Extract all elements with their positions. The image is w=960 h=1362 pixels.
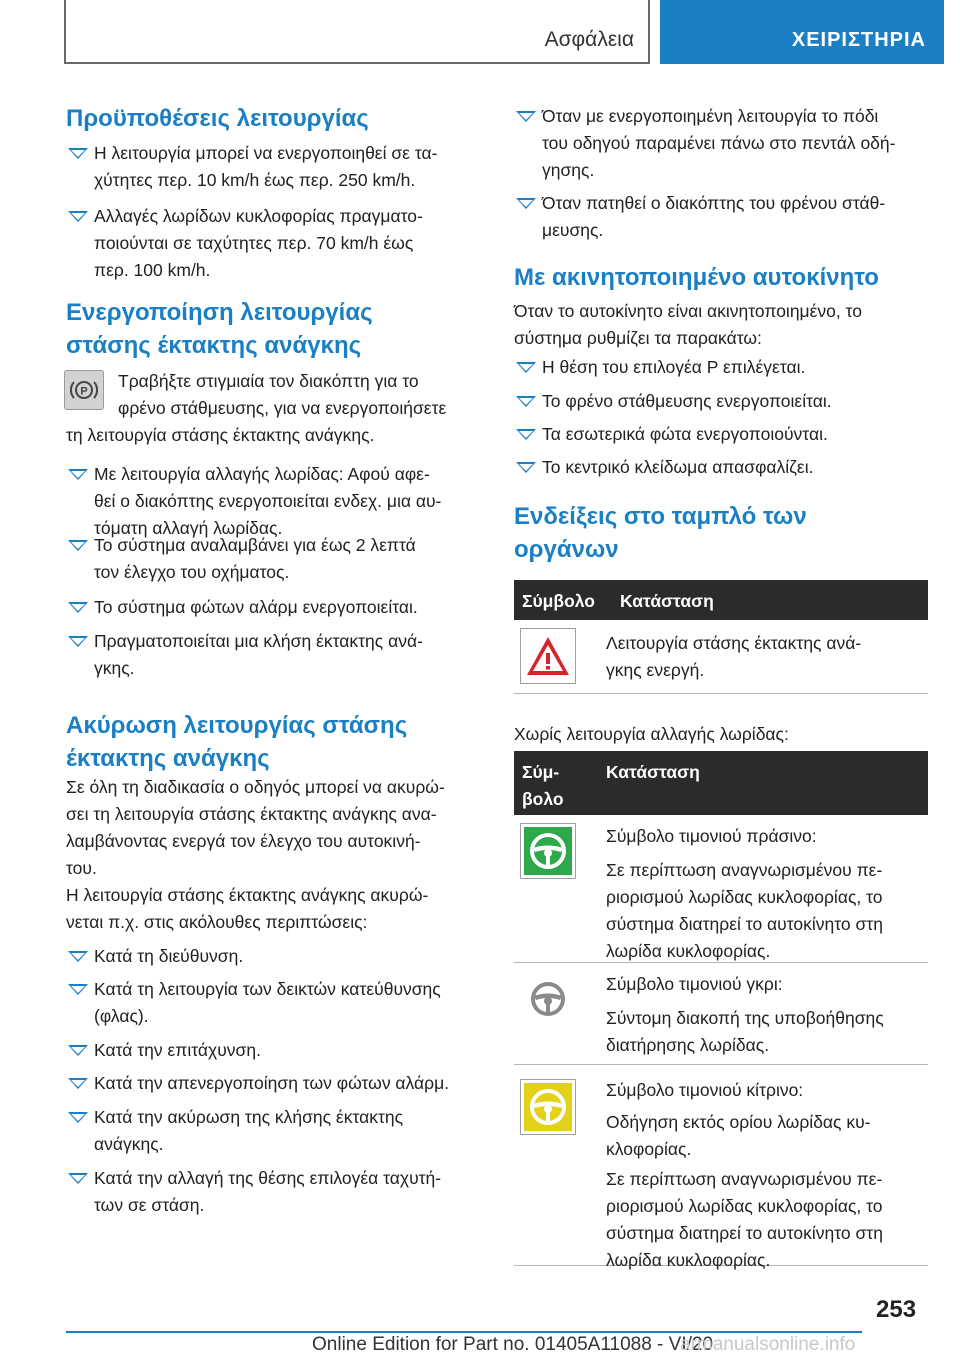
column-symbol: Σύμβολο bbox=[522, 591, 595, 611]
heading-activation: Ενεργοποίηση λειτουργίας στάσης έκτακτης ανάγκης bbox=[66, 299, 373, 359]
chapter-title: ΧΕΙΡΙΣΤΗΡΙΑ bbox=[791, 29, 926, 51]
list-item: Όταν πατηθεί ο διακόπτης του φρένου στάθ- μευσης. bbox=[514, 190, 928, 244]
steering-wheel-icon bbox=[520, 1079, 576, 1135]
table-header bbox=[514, 751, 928, 815]
column-status: Κατάσταση bbox=[606, 762, 700, 782]
table-row bbox=[514, 1065, 928, 1270]
status-title: Σύμβολο τιμονιού γκρι: bbox=[606, 974, 783, 994]
section-tab bbox=[64, 0, 650, 64]
list-item: Κατά την αλλαγή της θέσης επιλογέα ταχυτή- των σε στάση. bbox=[66, 1165, 482, 1219]
column-symbol: Σύμ- βολο bbox=[522, 762, 564, 809]
steering-wheel-icon bbox=[520, 823, 576, 879]
chapter-tab bbox=[660, 0, 944, 64]
cancel-paragraph: Σε όλη τη διαδικασία ο οδηγός μπορεί να ακυρώ- σει τη λειτουργία στάσης έκτακτης ανάγκης ανα- λαμβάνοντας ενεργά τον έλεγχο του αυτοκινή- του. bbox=[66, 777, 445, 878]
list-item: Τα εσωτερικά φώτα ενεργοποιούνται. bbox=[514, 421, 928, 448]
status-text: Οδήγηση εκτός ορίου λωρίδας κυ- κλοφορίας. bbox=[606, 1112, 871, 1159]
status-title: Σύμβολο τιμονιού κίτρινο: bbox=[606, 1080, 804, 1100]
lane-keeping-table bbox=[514, 751, 928, 1270]
status-text: Σύντομη διακοπή της υποβοήθησης διατήρησης λωρίδας. bbox=[606, 1008, 884, 1055]
status-title: Σύμβολο τιμονιού πράσινο: bbox=[606, 826, 817, 846]
list-item: Κατά την ακύρωση της κλήσης έκτακτης ανάγκης. bbox=[66, 1104, 482, 1158]
activation-text-line: Τραβήξτε στιγμιαία τον διακόπτη για το bbox=[118, 371, 419, 391]
indicator-table bbox=[514, 580, 928, 694]
steering-wheel-icon bbox=[520, 971, 576, 1027]
edition-text: Online Edition for Part no. 01405A11088 - VI/20 bbox=[312, 1334, 714, 1355]
watermark: armanualsonline.info bbox=[680, 1334, 856, 1355]
list-item: Κατά την απενεργοποίηση των φώτων αλάρμ. bbox=[66, 1070, 482, 1097]
activation-text-line: τη λειτουργία στάσης έκτακτης ανάγκης. bbox=[66, 425, 375, 445]
list-item: Κατά τη διεύθυνση. bbox=[66, 943, 482, 970]
list-item: Το φρένο στάθμευσης ενεργοποιείται. bbox=[514, 388, 928, 415]
list-item: Πραγματοποιείται μια κλήση έκτακτης ανά- γκης. bbox=[66, 628, 482, 682]
list-item: Κατά τη λειτουργία των δεικτών κατεύθυνσης (φλας). bbox=[66, 976, 482, 1030]
no-lane-change-label: Χωρίς λειτουργία αλλαγής λωρίδας: bbox=[514, 724, 789, 744]
list-item: Όταν με ενεργοποιημένη λειτουργία το πόδι του οδηγού παραμένει πάνω στο πεντάλ οδή- γησης. bbox=[514, 103, 928, 184]
status-text: Λειτουργία στάσης έκτακτης ανά- γκης ενεργή. bbox=[606, 633, 862, 680]
list-item: Η θέση του επιλογέα P επιλέγεται. bbox=[514, 354, 928, 381]
heading-indicators: Ενδείξεις στο ταμπλό των οργάνων bbox=[514, 503, 807, 563]
cancel-paragraph: Η λειτουργία στάσης έκτακτης ανάγκης ακυρώ- νεται π.χ. στις ακόλουθες περιπτώσεις: bbox=[66, 885, 429, 932]
status-text: Σε περίπτωση αναγνωρισμένου πε- ριορισμού λωρίδας κυκλοφορίας, το σύστημα διατηρεί το αυτοκίνητο στη λωρίδα κυκλοφορίας. bbox=[606, 860, 883, 961]
heading-prerequisites: Προϋποθέσεις λειτουργίας bbox=[66, 105, 369, 132]
table-row bbox=[514, 620, 928, 694]
page-number: 253 bbox=[876, 1296, 917, 1323]
list-item: Κατά την επιτάχυνση. bbox=[66, 1037, 482, 1064]
list-item: Το κεντρικό κλείδωμα απασφαλίζει. bbox=[514, 454, 928, 481]
list-item: Το σύστημα φώτων αλάρμ ενεργοποιείται. bbox=[66, 594, 482, 621]
table-header bbox=[514, 580, 928, 620]
status-text: Σε περίπτωση αναγνωρισμένου πε- ριορισμού λωρίδας κυκλοφορίας, το σύστημα διατηρεί το αυτοκίνητο στη λωρίδα κυκλοφορίας. bbox=[606, 1169, 883, 1270]
svg-text:P: P bbox=[80, 385, 88, 398]
table-row bbox=[514, 963, 928, 1065]
list-item: Με λειτουργία αλλαγής λωρίδας: Αφού αφε- θεί ο διακόπτης ενεργοποιείται ενδεχ. μια αυ- τόματη αλλαγή λωρίδας. bbox=[66, 461, 482, 542]
column-status: Κατάσταση bbox=[620, 591, 714, 611]
parking-brake-icon bbox=[64, 370, 104, 410]
parked-text: Όταν το αυτοκίνητο είναι ακινητοποιημένο, το σύστημα ρυθμίζει τα παρακάτω: bbox=[514, 301, 863, 348]
list-item: Η λειτουργία μπορεί να ενεργοποιηθεί σε τα- χύτητες περ. 10 km/h έως περ. 250 km/h. bbox=[66, 140, 482, 194]
footer-divider bbox=[66, 1331, 862, 1333]
heading-parked: Με ακινητοποιημένο αυτοκίνητο bbox=[514, 264, 879, 291]
table-row bbox=[514, 815, 928, 963]
list-item: Το σύστημα αναλαμβάνει για έως 2 λεπτά τον έλεγχο του οχήματος. bbox=[66, 532, 482, 586]
list-item: Αλλαγές λωρίδων κυκλοφορίας πραγματο- ποιούνται σε ταχύτητες περ. 70 km/h έως περ. 100 km/h. bbox=[66, 203, 482, 284]
heading-cancellation: Ακύρωση λειτουργίας στάσης έκτακτης ανάγκης bbox=[66, 712, 408, 772]
section-title: Ασφάλεια bbox=[544, 28, 634, 51]
activation-text-line: φρένο στάθμευσης, για να ενεργοποιήσετε bbox=[118, 398, 447, 418]
warning-triangle-icon bbox=[520, 628, 576, 684]
